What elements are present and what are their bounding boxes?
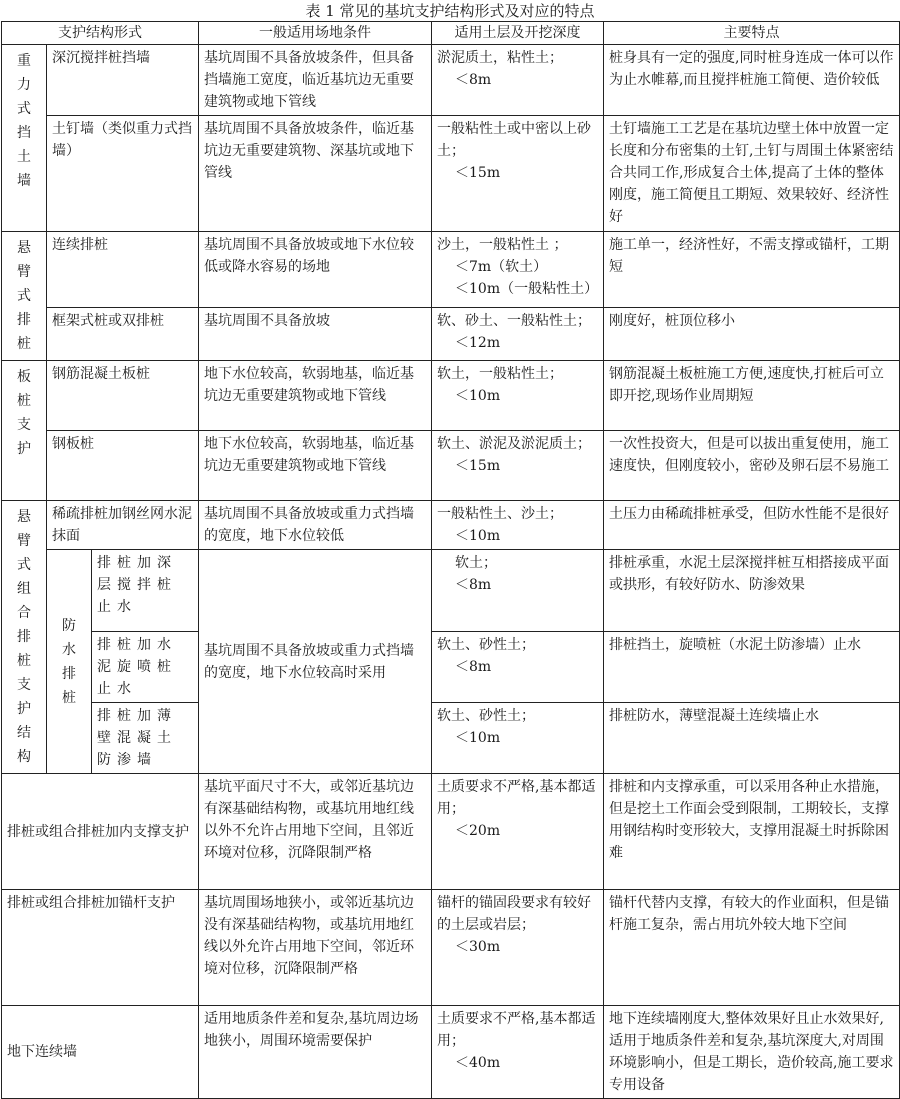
- row-soil: 土质要求不严格,基本都适用； ＜40m: [432, 1006, 604, 1099]
- group-combined-piles: 悬 臂 式 组 合 排 桩 支 护 结 构: [2, 501, 47, 774]
- header-site-conditions: 一般适用场地条件: [199, 22, 432, 45]
- table-row: [2, 232, 900, 308]
- row-condition: 基坑周围不具备放坡或重力式挡墙的宽度，地下水位较高时采用: [199, 550, 432, 774]
- row-name: 连续排桩: [47, 232, 199, 308]
- row-name: 土钉墙（类似重力式挡墙）: [47, 116, 199, 232]
- table-row: [2, 890, 900, 1006]
- row-name: 排桩加深层搅拌桩止水: [92, 550, 199, 632]
- row-name: 钢板桩: [47, 431, 199, 501]
- table-row: [2, 45, 900, 116]
- table-row: [2, 431, 900, 501]
- table-row: [2, 308, 900, 361]
- row-features: 施工单一，经济性好，不需支撑或锚杆，工期短: [604, 232, 900, 308]
- row-soil: 沙土，一般粘性土 ； ＜7m（软土） ＜10m（一般粘性土）: [432, 232, 604, 308]
- row-features: 一次性投资大，但是可以拔出重复使用，施工速度快，但刚度较小，密砂及卵石层不易施工: [604, 431, 900, 501]
- row-name: 排桩加薄壁混凝土防渗墙: [92, 703, 199, 774]
- row-name: 框架式桩或双排桩: [47, 308, 199, 361]
- subgroup-waterproof-piles: 防 水 排 桩: [47, 550, 92, 774]
- row-condition: 基坑周围不具备放坡条件，临近基坑边无重要建筑物、深基坑或地下管线: [199, 116, 432, 232]
- row-condition: 基坑周围不具备放坡或重力式挡墙的宽度，地下水位较低: [199, 501, 432, 550]
- row-features: 排桩挡土，旋喷桩（水泥土防渗墙）止水: [604, 632, 900, 703]
- header-main-features: 主要特点: [604, 22, 900, 45]
- table-row: [2, 550, 900, 632]
- row-soil: 淤泥质土，粘性土； ＜8m: [432, 45, 604, 116]
- header-structure-form: 支护结构形式: [2, 22, 199, 45]
- group-sheet-piles: 板 桩 支 护: [2, 361, 47, 501]
- row-condition: 地下水位较高，软弱地基，临近基坑边无重要建筑物或地下管线: [199, 431, 432, 501]
- table-row: [2, 632, 900, 703]
- row-features: 排桩防水，薄壁混凝土连续墙止水: [604, 703, 900, 774]
- header-row: [2, 22, 900, 45]
- row-name: 深沉搅拌桩挡墙: [47, 45, 199, 116]
- row-features: 锚杆代替内支撑，有较大的作业面积，但是锚杆施工复杂，需占用坑外较大地下空间: [604, 890, 900, 1006]
- group-cantilever-piles: 悬 臂 式 排 桩: [2, 232, 47, 361]
- row-features: 土压力由稀疏排桩承受，但防水性能不是很好: [604, 501, 900, 550]
- row-features: 桩身具有一定的强度,同时桩身连成一体可以作为止水帷幕,而且搅拌桩施工简便、造价较低: [604, 45, 900, 116]
- table-row: [2, 501, 900, 550]
- row-name: 排桩加水泥旋喷桩止水: [92, 632, 199, 703]
- table-row: [2, 361, 900, 431]
- row-name: 稀疏排桩加钢丝网水泥抹面: [47, 501, 199, 550]
- row-condition: 基坑周围不具备放坡: [199, 308, 432, 361]
- row-name: 钢筋混凝土板桩: [47, 361, 199, 431]
- row-name: 排桩或组合排桩加锚杆支护: [2, 890, 199, 1006]
- row-soil: 土质要求不严格,基本都适用； ＜20m: [432, 774, 604, 890]
- row-condition: 基坑周围不具备放坡条件，但具备挡墙施工宽度，临近基坑边无重要建筑物或地下管线: [199, 45, 432, 116]
- header-soil-depth: 适用土层及开挖深度: [432, 22, 604, 45]
- row-features: 钢筋混凝土板桩施工方便,速度快,打桩后可立即开挖,现场作业周期短: [604, 361, 900, 431]
- row-features: 排桩承重，水泥土层深搅拌桩互相搭接成平面或拱形，有较好防水、防渗效果: [604, 550, 900, 632]
- row-features: 刚度好，桩顶位移小: [604, 308, 900, 361]
- row-soil: 一般粘性土、沙土； ＜10m: [432, 501, 604, 550]
- row-soil: 一般粘性土或中密以上砂土； ＜15m: [432, 116, 604, 232]
- row-name: 地下连续墙: [2, 1006, 199, 1099]
- row-condition: 基坑平面尺寸不大，或邻近基坑边有深基础结构物，或基坑用地红线以外不允许占用地下空间，且邻近环境对位移，沉降限制严格: [199, 774, 432, 890]
- row-features: 地下连续墙刚度大,整体效果好且止水效果好,适用于地质条件差和复杂,基坑深度大,对周围环境影响小，但是工期长，造价较高,施工要求专用设备: [604, 1006, 900, 1099]
- row-soil: 软土、砂性土； ＜10m: [432, 703, 604, 774]
- table-caption: 表 1 常见的基坑支护结构形式及对应的特点: [305, 2, 595, 20]
- row-condition: 基坑周围场地狭小，或邻近基坑边没有深基础结构物，或基坑用地红线以外允许占用地下空间，邻近环境对位移，沉降限制严格: [199, 890, 432, 1006]
- support-structure-table: [1, 21, 900, 1099]
- table-row: [2, 1006, 900, 1099]
- row-condition: 适用地质条件差和复杂,基坑周边场地狭小，周围环境需要保护: [199, 1006, 432, 1099]
- table-row: [2, 116, 900, 232]
- row-soil: 软、砂土、一般粘性土； ＜12m: [432, 308, 604, 361]
- row-soil: 锚杆的锚固段要求有较好的土层或岩层； ＜30m: [432, 890, 604, 1006]
- row-condition: 地下水位较高，软弱地基，临近基坑边无重要建筑物或地下管线: [199, 361, 432, 431]
- row-features: 排桩和内支撑承重，可以采用各种止水措施，但是挖土工作面会受到限制，工期较长，支撑用钢结构时变形较大，支撑用混凝土时拆除困难: [604, 774, 900, 890]
- group-gravity-wall: 重 力 式 挡 土 墙: [2, 45, 47, 232]
- row-name: 排桩或组合排桩加内支撑支护: [2, 774, 199, 890]
- row-condition: 基坑周围不具备放坡或地下水位较低或降水容易的场地: [199, 232, 432, 308]
- row-soil: 软土，一般粘性土； ＜10m: [432, 361, 604, 431]
- row-soil: 软土、砂性土； ＜8m: [432, 632, 604, 703]
- row-features: 土钉墙施工工艺是在基坑边壁土体中放置一定长度和分布密集的土钉,土钉与周围土体紧密结合共同工作,形成复合土体,提高了土体的整体刚度，施工简便且工期短、效果较好、经济性好: [604, 116, 900, 232]
- row-soil: 软土、淤泥及淤泥质土； ＜15m: [432, 431, 604, 501]
- table-row: [2, 774, 900, 890]
- table-row: [2, 703, 900, 774]
- row-soil: 软土； ＜8m: [432, 550, 604, 632]
